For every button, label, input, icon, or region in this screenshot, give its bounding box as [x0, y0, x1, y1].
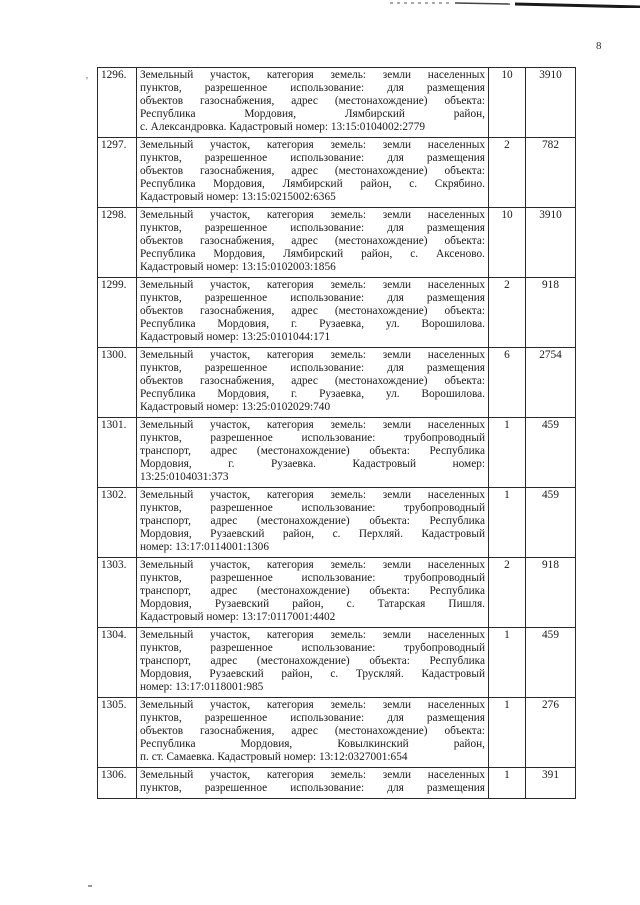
row-description — [137, 628, 489, 698]
row-description — [137, 768, 489, 799]
scan-dot — [88, 885, 92, 887]
row-description — [137, 208, 489, 278]
description-line: Земельный участок, категория земель: земли населенных — [140, 279, 485, 291]
row-amount: 782 — [526, 138, 576, 208]
description-line: Республика Мордовия, Лямбирский район, с. Аксеново. — [140, 248, 485, 260]
description-line: Земельный участок, категория земель: земли населенных — [140, 699, 485, 711]
description-line: Земельный участок, категория земель: земли населенных — [140, 559, 485, 571]
row-amount: 459 — [526, 628, 576, 698]
row-number: 1302. — [98, 488, 137, 558]
description-line: Земельный участок, категория земель: земли населенных — [140, 769, 485, 781]
description-line: п. ст. Самаевка. Кадастровый номер: 13:12:0327001:654 — [140, 751, 408, 763]
row-number: 1306. — [98, 768, 137, 799]
description-line: Земельный участок, категория земель: земли населенных — [140, 209, 485, 221]
row-amount: 918 — [526, 278, 576, 348]
table-row — [98, 138, 576, 208]
table-body — [98, 68, 576, 799]
table-row — [98, 68, 576, 138]
row-count: 10 — [489, 68, 526, 138]
row-amount: 391 — [526, 768, 576, 799]
description-line: объектов газоснабжения, адрес (местонахождение) объекта: — [140, 165, 485, 177]
description-line: Земельный участок, категория земель: земли населенных — [140, 489, 485, 501]
description-line: Земельный участок, категория земель: земли населенных — [140, 69, 485, 81]
row-number: 1299. — [98, 278, 137, 348]
row-number: 1300. — [98, 348, 137, 418]
description-line: Мордовия, Рузаевский район, с. Татарская Пишля. — [140, 598, 485, 610]
row-description — [137, 68, 489, 138]
description-line: Республика Мордовия, Лямбирский район, — [140, 108, 485, 120]
row-description — [137, 558, 489, 628]
description-line: пунктов, разрешенное использование: для размещения — [140, 152, 485, 164]
description-line: транспорт, адрес (местонахождение) объекта: Республика — [140, 445, 485, 457]
description-line: с. Александровка. Кадастровый номер: 13:15:0104002:2779 — [140, 121, 425, 133]
description-line: 13:25:0104031:373 — [140, 471, 229, 483]
description-line: Земельный участок, категория земель: земли населенных — [140, 349, 485, 361]
description-line: Мордовия, Рузаевский район, с. Перхляй. Кадастровый — [140, 528, 485, 540]
description-line: Кадастровый номер: 13:15:0102003:1856 — [140, 261, 336, 273]
table-row — [98, 208, 576, 278]
row-description — [137, 138, 489, 208]
description-line: Кадастровый номер: 13:25:0102029:740 — [140, 401, 331, 413]
row-count: 2 — [489, 558, 526, 628]
row-description — [137, 698, 489, 768]
description-line: Земельный участок, категория земель: земли населенных — [140, 419, 485, 431]
description-line: Кадастровый номер: 13:15:0215002:6365 — [140, 191, 336, 203]
row-count: 1 — [489, 698, 526, 768]
description-line: транспорт, адрес (местонахождение) объекта: Республика — [140, 655, 485, 667]
row-count: 1 — [489, 488, 526, 558]
description-line: Республика Мордовия, г. Рузаевка, ул. Ворошилова. — [140, 388, 485, 400]
row-number: 1301. — [98, 418, 137, 488]
row-number: 1296. — [98, 68, 137, 138]
description-line: пунктов, разрешенное использование: трубопроводный — [140, 642, 485, 654]
row-description — [137, 418, 489, 488]
row-count: 1 — [489, 768, 526, 799]
row-count: 6 — [489, 348, 526, 418]
description-line: транспорт, адрес (местонахождение) объекта: Республика — [140, 585, 485, 597]
row-amount: 459 — [526, 418, 576, 488]
description-line: Кадастровый номер: 13:25:0101044:171 — [140, 331, 331, 343]
description-line: объектов газоснабжения, адрес (местонахождение) объекта: — [140, 375, 485, 387]
description-line: пунктов, разрешенное использование: для размещения — [140, 712, 485, 724]
description-line: Мордовия, Рузаевский район, с. Трускляй. Кадастровый — [140, 668, 485, 680]
row-amount: 459 — [526, 488, 576, 558]
description-line: номер: 13:17:0118001:985 — [140, 681, 264, 693]
row-number: 1298. — [98, 208, 137, 278]
row-description — [137, 278, 489, 348]
row-count: 2 — [489, 138, 526, 208]
table-row — [98, 348, 576, 418]
row-number: 1304. — [98, 628, 137, 698]
description-line: номер: 13:17:0114001:1306 — [140, 541, 269, 553]
description-line: Мордовия, г. Рузаевка. Кадастровый номер: — [140, 458, 485, 470]
description-line: объектов газоснабжения, адрес (местонахождение) объекта: — [140, 725, 485, 737]
row-number: 1297. — [98, 138, 137, 208]
row-description — [137, 488, 489, 558]
description-line: пунктов, разрешенное использование: трубопроводный — [140, 502, 485, 514]
margin-mark: ' — [86, 75, 88, 87]
row-amount: 3910 — [526, 208, 576, 278]
description-line: пунктов, разрешенное использование: для размещения — [140, 782, 485, 794]
description-line: пунктов, разрешенное использование: трубопроводный — [140, 572, 485, 584]
description-line: Земельный участок, категория земель: земли населенных — [140, 139, 485, 151]
description-line: пунктов, разрешенное использование: для размещения — [140, 82, 485, 94]
description-line: пунктов, разрешенное использование: трубопроводный — [140, 432, 485, 444]
description-line: Республика Мордовия, г. Рузаевка, ул. Ворошилова. — [140, 318, 485, 330]
description-line: транспорт, адрес (местонахождение) объекта: Республика — [140, 515, 485, 527]
row-number: 1303. — [98, 558, 137, 628]
table-row — [98, 418, 576, 488]
table-row — [98, 768, 576, 799]
table-row — [98, 698, 576, 768]
row-amount: 3910 — [526, 68, 576, 138]
row-description — [137, 348, 489, 418]
table-row — [98, 278, 576, 348]
row-count: 1 — [489, 628, 526, 698]
scan-edge-artifact — [0, 0, 640, 8]
row-amount: 918 — [526, 558, 576, 628]
description-line: пунктов, разрешенное использование: для размещения — [140, 222, 485, 234]
row-amount: 2754 — [526, 348, 576, 418]
description-line: объектов газоснабжения, адрес (местонахождение) объекта: — [140, 235, 485, 247]
description-line: Республика Мордовия, Лямбирский район, с. Скрябино. — [140, 178, 485, 190]
land-plots-table — [97, 67, 576, 799]
page-number: 8 — [596, 40, 602, 52]
row-amount: 276 — [526, 698, 576, 768]
row-count: 1 — [489, 418, 526, 488]
description-line: Кадастровый номер: 13:17:0117001:4402 — [140, 611, 336, 623]
row-number: 1305. — [98, 698, 137, 768]
table-row — [98, 488, 576, 558]
table-row — [98, 628, 576, 698]
description-line: Земельный участок, категория земель: земли населенных — [140, 629, 485, 641]
table-row — [98, 558, 576, 628]
description-line: пунктов, разрешенное использование: для размещения — [140, 292, 485, 304]
row-count: 10 — [489, 208, 526, 278]
description-line: Республика Мордовия, Ковылкинский район, — [140, 738, 485, 750]
description-line: пунктов, разрешенное использование: для размещения — [140, 362, 485, 374]
description-line: объектов газоснабжения, адрес (местонахождение) объекта: — [140, 95, 485, 107]
row-count: 2 — [489, 278, 526, 348]
description-line: объектов газоснабжения, адрес (местонахождение) объекта: — [140, 305, 485, 317]
